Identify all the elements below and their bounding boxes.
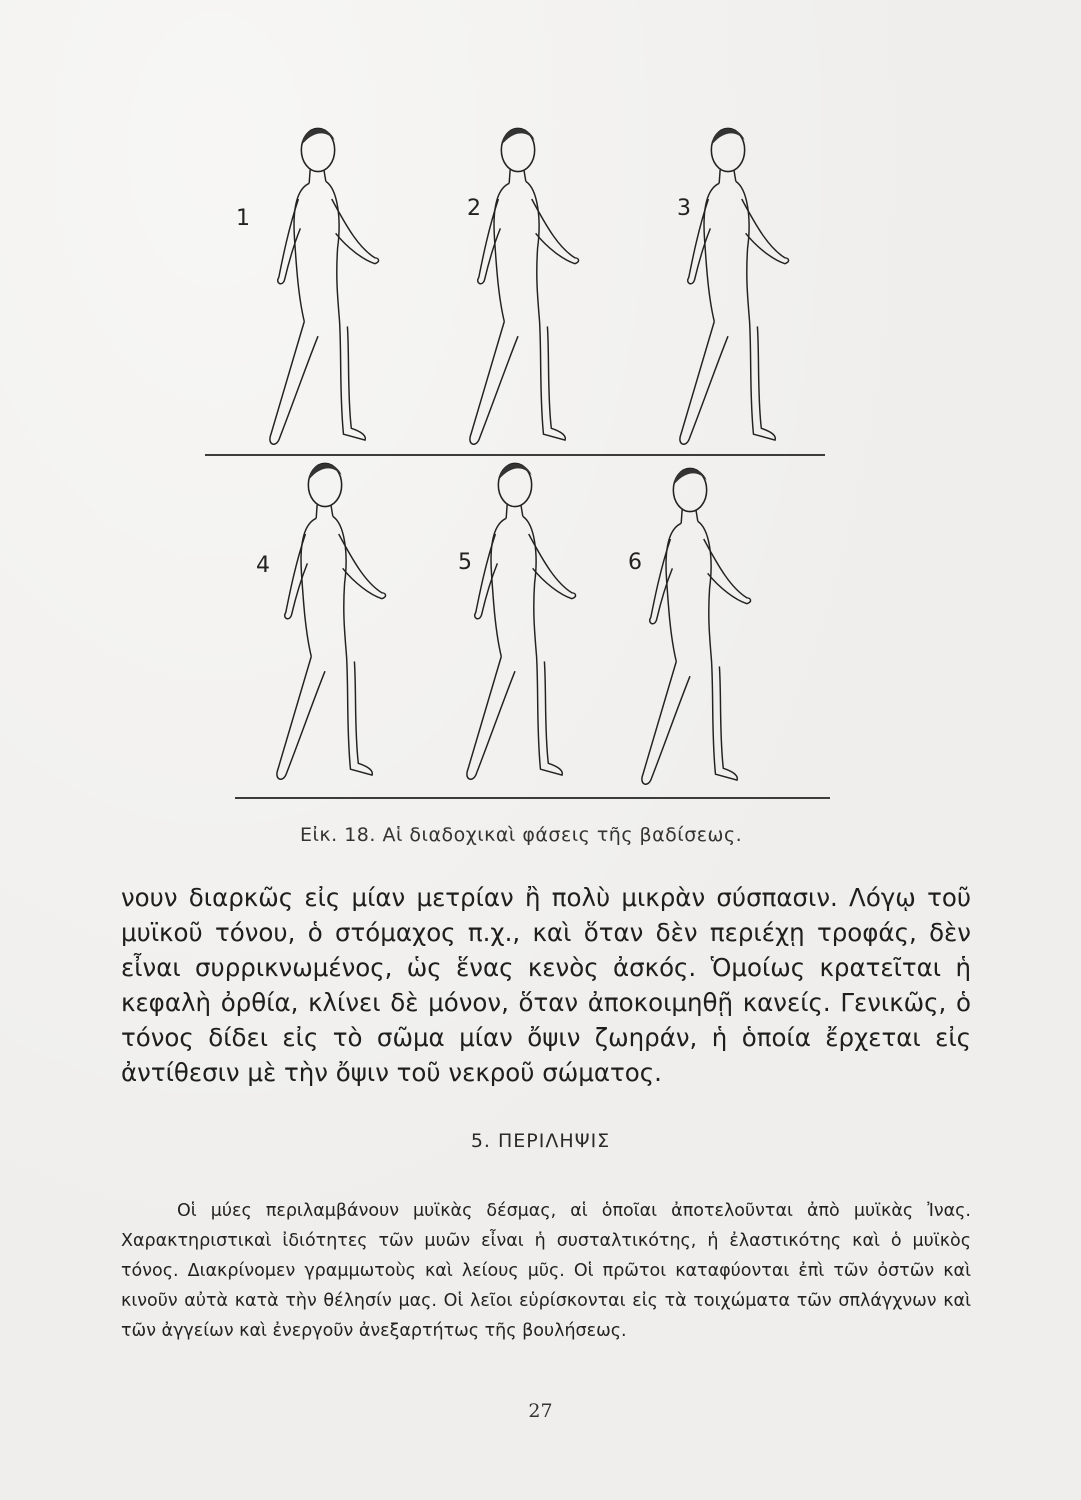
page-number: 27 — [528, 1400, 553, 1422]
summary-text — [121, 1196, 971, 1346]
figure-label-4: 4 — [256, 553, 270, 578]
figure-label-6: 6 — [628, 550, 642, 575]
figure-label-2: 2 — [467, 196, 481, 221]
figure-label-3: 3 — [677, 196, 691, 221]
figure-label-5: 5 — [458, 550, 472, 575]
figure-label-1: 1 — [236, 206, 250, 231]
section-title: 5. ΠΕΡΙΛΗΨΙΣ — [470, 1130, 611, 1152]
body-text — [121, 880, 971, 1090]
figure-caption: Εἰκ. 18. Αἱ διαδοχικαὶ φάσεις τῆς βαδίσεως. — [300, 824, 743, 846]
body-paragraph: νουν διαρκῶς εἰς μίαν μετρίαν ἢ πολὺ μικρὰν σύσπασιν. Λόγῳ τοῦ μυϊκοῦ τόνου, ὁ στόμαχος π.χ., καὶ ὅταν δὲν περιέχῃ τροφάς, δὲν εἶναι συρρικνωμένος, ὡς ἕνας κενὸς ἀσκός. Ὁμοίως κρατεῖται ἡ κεφαλὴ ὀρθία, κλίνει δὲ μόνον, ὅταν ἀποκοιμηθῇ κανείς. Γενικῶς, ὁ τόνος δίδει εἰς τὸ σῶμα μίαν ὄψιν ζωηράν, ἡ ὁποία ἔρχεται εἰς ἀντίθεσιν μὲ τὴν ὄψιν τοῦ νεκροῦ σώματος. — [121, 883, 971, 1087]
summary-paragraph: Οἱ μύες περιλαμβάνουν μυϊκὰς δέσμας, αἱ ὁποῖαι ἀποτελοῦνται ἀπὸ μυϊκὰς Ἰνας. Χαρακτηριστικαὶ ἰδιότητες τῶν μυῶν εἶναι ἡ συσταλτικότης, ἡ ἐλαστικότης καὶ ὁ μυϊκὸς τόνος. Διακρίνομεν γραμμωτοὺς καὶ λείους μῦς. Οἱ πρῶτοι καταφύονται ἐπὶ τῶν ὀστῶν καὶ κινοῦν αὐτὰ κατὰ τὴν θέλησίν μας. Οἱ λεῖοι εὑρίσκονται εἰς τὰ τοιχώματα τῶν σπλάγχνων καὶ τῶν ἀγγείων καὶ ἐνεργοῦν ἀνεξαρτήτως τῆς βουλήσεως. — [121, 1201, 971, 1341]
